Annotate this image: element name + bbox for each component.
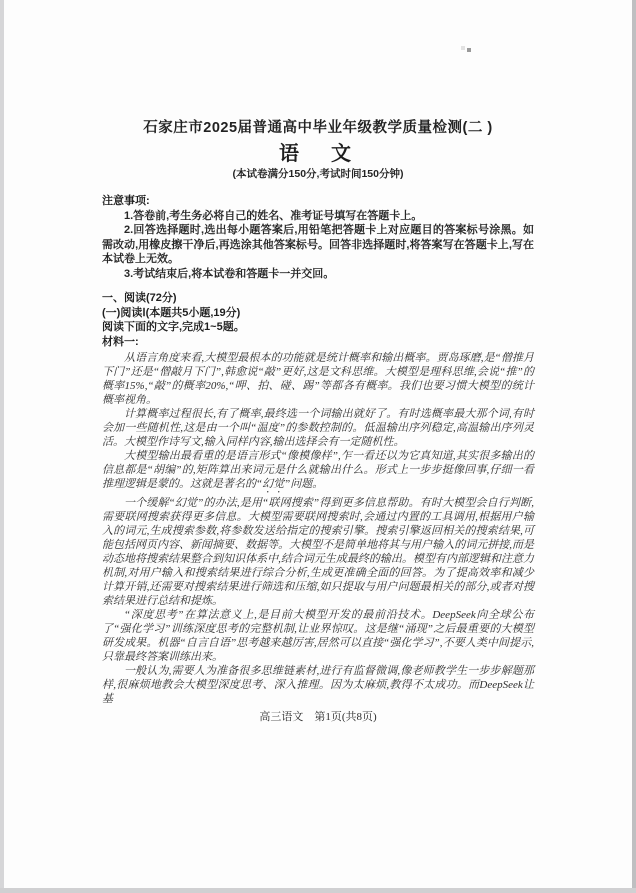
material-paragraph-3 (102, 449, 534, 496)
reading-section (102, 291, 534, 706)
material-paragraph-4: 一个缓解“幻觉”的办法,是用“联网搜索”得到更多信息帮助。有时大模型会自行判断,需要联网搜索获得更多信息。大模型需要联网搜索时,会通过内置的工具调用,根据用户输入的词元,生成搜索参数,将参数发送给指定的搜索引擎。搜索引擎返回相关的搜索结果,可能包括网页内容、新闻摘要、数据等。大模型不是简单地将其与用户输入的词元拼接,而是动态地将搜索结果整合到知识体系中,结合词元生成最终的输出。模型有内部逻辑和注意力机制,对用户输入和搜索结果进行综合分析,生成更准确全面的回答。为了提高效率和减少计算开销,还需要对搜索结果进行筛选和压缩,如只提取与用户问题最相关的部分,或者对搜索结果进行总结和提炼。 (102, 497, 534, 607)
notice-item-3: 3.考试结束后,将本试卷和答题卡一并交回。 (124, 267, 335, 280)
material-label: 材料一: (102, 335, 139, 348)
exam-info-line: (本试卷满分150分,考试时间150分钟) (232, 168, 404, 180)
material-paragraph-2: 计算概率过程很长,有了概率,最终选一个词输出就好了。有时选概率最大那个词,有时会加一些随机性,这是由一个叫“温度”的参数控制的。低温输出序列稳定,高温输出序列灵活。大模型作诗写文,输入同样内容,输出选择会有一定随机性。 (102, 408, 534, 448)
section-heading: 一、阅读(72分) (102, 292, 177, 304)
emphasized-term: 幻觉 (262, 478, 285, 490)
notice-heading: 注意事项: (102, 195, 150, 207)
reading-headings (102, 291, 534, 349)
paragraph-text-after: ”问题。 (284, 478, 324, 490)
notice-section (102, 194, 534, 281)
material-paragraph-6: 一般认为,需要人为准备很多思维链素材,进行有监督微调,像老师教学生一步步解题那样,很麻烦地教会大模型深度思考、深入推理。因为太麻烦,教得不太成功。而DeepSeek让基 (102, 665, 534, 705)
exam-title: 石家庄市2025届普通高中毕业年级教学质量检测(二 ) (143, 120, 493, 136)
page-footer: 高三语文 第1页(共8页) (259, 711, 377, 723)
notice-item-1: 1.答卷前,考生务必将自己的姓名、准考证号填写在答题卡上。 (124, 209, 423, 222)
scan-edge-bottom (0, 888, 636, 893)
paragraph-text-before: 大模型输出最看重的是语言形式“像模像样”,乍一看还以为它真知道,其实很多输出的信息都是“胡编”的,矩阵算出来词元是什么就输出什么。形式上一步步挺像回事,仔细一看推理逻辑是蒙的。这就是著名的“ (102, 450, 534, 490)
material-paragraph-5: “深度思考”在算法意义上,是目前大模型开发的最前沿技术。DeepSeek向全球公布了“强化学习”训练深度思考的完整机制,让业界惊叹。这是继“涌现”之后最重要的大模型研发成果。机器“自言自语”思考越来越厉害,居然可以直接“强化学习”,不要人类中间提示,只靠最终答案训练出来。 (102, 609, 534, 663)
subject-title: 语 文 (279, 143, 357, 165)
exam-content (102, 120, 534, 706)
scan-edge-right (632, 0, 636, 893)
subsection-heading: (一)阅读Ⅰ(本题共5小题,19分) (102, 306, 241, 319)
print-artifact-dot (467, 48, 471, 52)
scan-edge-left (0, 0, 4, 893)
material-paragraph-1: 从语言角度来看,大模型最根本的功能就是统计概率和输出概率。贾岛琢磨,是“僧推月下门”还是“僧敲月下门”,韩愈说“敲”更好,这是文科思维。大模型是理科思维,会说“推”的概率15%,“敲”的概率20%,“呷、拍、碰、踢”等都各有概率。我们也要习惯大模型的统计概率视角。 (102, 352, 534, 406)
reading-instruction: 阅读下面的文字,完成1~5题。 (102, 321, 245, 333)
notice-item-2: 2.回答选择题时,选出每小题答案后,用铅笔把答题卡上对应题目的答案标号涂黑。如需改动,用橡皮擦干净后,再选涂其他答案标号。回答非选择题时,将答案写在答题卡上,写在本试卷上无效。 (102, 224, 534, 265)
